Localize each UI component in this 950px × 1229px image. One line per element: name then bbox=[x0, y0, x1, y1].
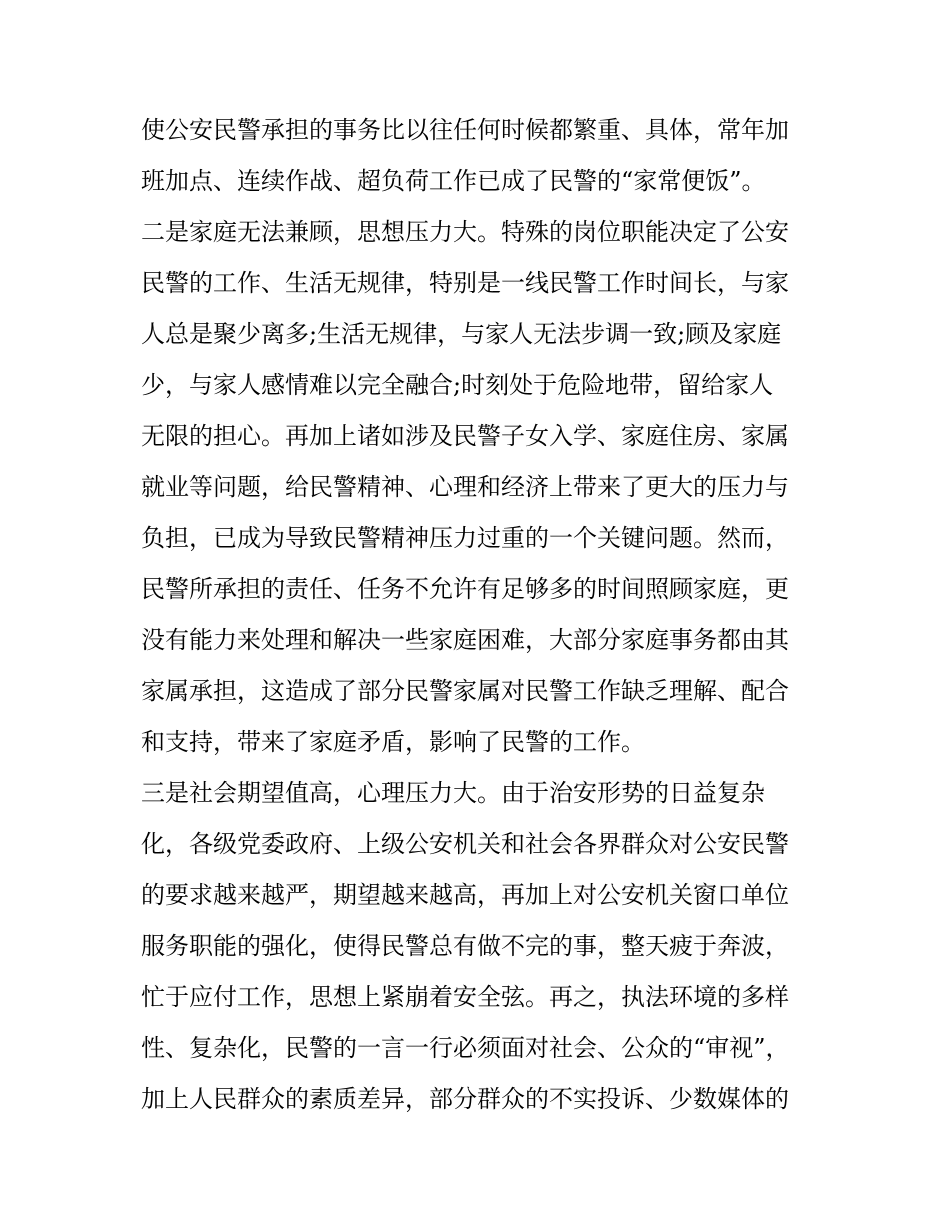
text-line: 二是家庭无法兼顾，思想压力大。特殊的岗位职能决定了公安 bbox=[141, 218, 789, 246]
text-line: 的要求越来越严，期望越来越高，再加上对公安机关窗口单位 bbox=[141, 881, 789, 909]
text-line: 负担，已成为导致民警精神压力过重的一个关键问题。然而， bbox=[141, 524, 789, 552]
text-line: 少，与家人感情难以完全融合;时刻处于危险地带，留给家人 bbox=[141, 371, 774, 399]
text-line: 民警所承担的责任、任务不允许有足够多的时间照顾家庭，更 bbox=[141, 575, 789, 603]
text-line: 班加点、连续作战、超负荷工作已成了民警的“家常便饭”。 bbox=[141, 167, 766, 195]
text-line: 性、复杂化，民警的一言一行必须面对社会、公众的“审视”， bbox=[141, 1034, 790, 1062]
body-text bbox=[141, 105, 821, 1125]
text-line: 民警的工作、生活无规律，特别是一线民警工作时间长，与家 bbox=[141, 269, 789, 297]
text-line: 化，各级党委政府、上级公安机关和社会各界群众对公安民警 bbox=[141, 830, 789, 858]
text-line: 服务职能的强化，使得民警总有做不完的事，整天疲于奔波， bbox=[141, 932, 789, 960]
text-line: 和支持，带来了家庭矛盾，影响了民警的工作。 bbox=[141, 728, 645, 756]
text-line: 忙于应付工作，思想上紧崩着安全弦。再之，执法环境的多样 bbox=[141, 983, 789, 1011]
text-line: 加上人民群众的素质差异，部分群众的不实投诉、少数媒体的 bbox=[141, 1085, 789, 1113]
text-line: 没有能力来处理和解决一些家庭困难，大部分家庭事务都由其 bbox=[141, 626, 789, 654]
text-line: 人总是聚少离多;生活无规律，与家人无法步调一致;顾及家庭 bbox=[141, 320, 782, 348]
text-line: 就业等问题，给民警精神、心理和经济上带来了更大的压力与 bbox=[141, 473, 789, 501]
text-line: 无限的担心。再加上诸如涉及民警子女入学、家庭住房、家属 bbox=[141, 422, 789, 450]
text-line: 家属承担，这造成了部分民警家属对民警工作缺乏理解、配合 bbox=[141, 677, 789, 705]
text-line: 三是社会期望值高，心理压力大。由于治安形势的日益复杂 bbox=[141, 779, 765, 807]
text-line: 使公安民警承担的事务比以往任何时候都繁重、具体，常年加 bbox=[141, 116, 789, 144]
